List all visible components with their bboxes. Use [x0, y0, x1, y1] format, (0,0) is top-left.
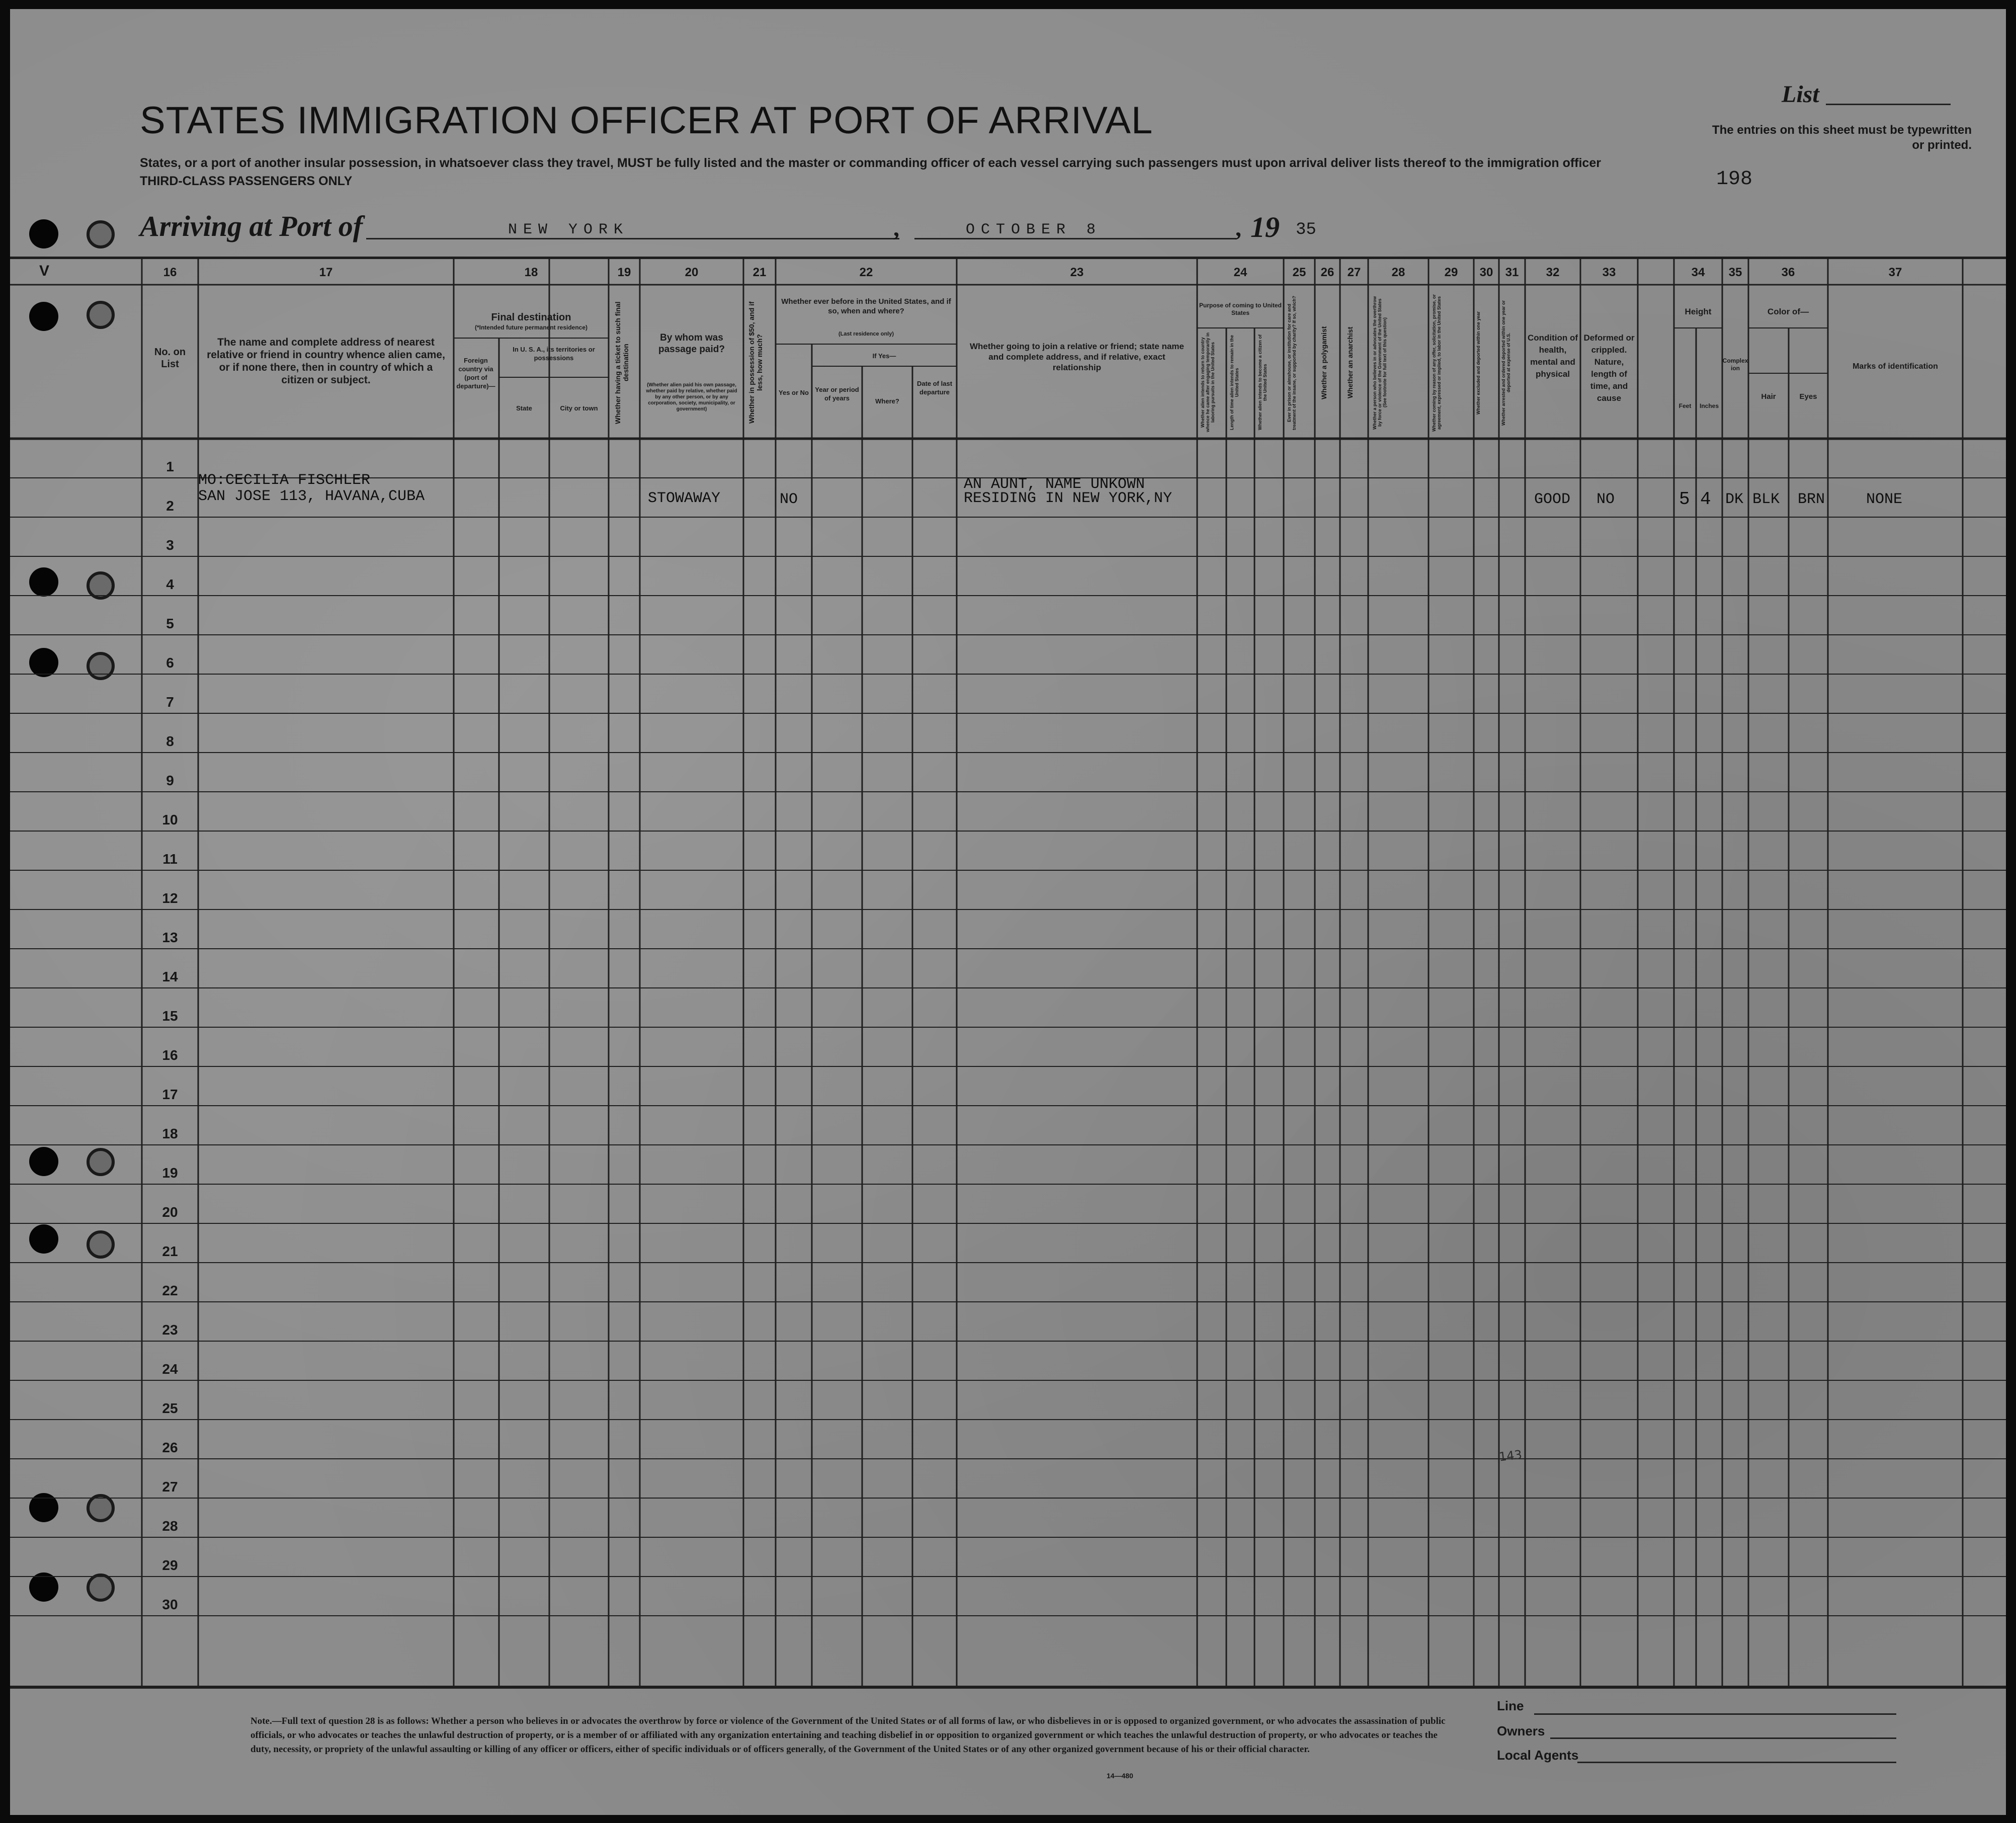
- passenger-class: THIRD-CLASS PASSENGERS ONLY: [140, 174, 353, 188]
- column-number: 24: [1233, 266, 1247, 279]
- row-number: 7: [166, 694, 174, 710]
- height-feet-value: 5: [1679, 489, 1690, 510]
- header-state: State: [516, 404, 532, 412]
- header-anarchist: Whether an anarchist: [1346, 326, 1354, 399]
- header-city-or-town: City or town: [560, 404, 598, 412]
- header-in-usa: In U. S. A., its territories or possessions: [513, 346, 595, 362]
- row-number: 12: [162, 890, 178, 906]
- row-number: 9: [166, 773, 174, 788]
- header-year-period: Year or period of years: [815, 386, 859, 402]
- header-date-last-departure: Date of last departure: [916, 380, 953, 396]
- column-number: 37: [1888, 266, 1902, 279]
- row-number: 30: [162, 1597, 178, 1612]
- header-return-intent: Whether alien intends to return to country whence he came after engaging temporarily in laboring pursuits in the United States: [1200, 332, 1215, 433]
- year-suffix: 35: [1296, 220, 1316, 239]
- arriving-at-port-label: Arriving at Port of: [140, 210, 363, 242]
- joining-relative-line1: AN AUNT, NAME UNKOWN: [964, 476, 1145, 493]
- header-eyes: Eyes: [1799, 392, 1817, 401]
- row-number: 3: [166, 537, 174, 553]
- header-before-in-us-sub: (Last residence only): [838, 331, 894, 337]
- list-number: 198: [1716, 168, 1753, 191]
- column-number: 30: [1479, 266, 1493, 279]
- row-number: 14: [162, 969, 178, 984]
- row-number: 1: [166, 459, 174, 474]
- column-number: 36: [1781, 266, 1795, 279]
- relative-address: SAN JOSE 113, HAVANA,CUBA: [198, 488, 425, 505]
- row-number: 13: [162, 930, 178, 945]
- list-label: List: [1782, 81, 1819, 108]
- height-inches-value: 4: [1700, 489, 1711, 510]
- header-yes-or-no: Yes or No: [779, 389, 809, 396]
- separator-comma: ,: [893, 215, 899, 241]
- entries-note: The entries on this sheet must be typewritten or printed.: [1712, 123, 1972, 152]
- row-number: 8: [166, 733, 174, 749]
- header-if-yes: If Yes—: [872, 352, 896, 360]
- header-final-destination-sub: (*Intended future permanent residence): [474, 324, 588, 331]
- row-number: 16: [162, 1047, 178, 1063]
- complexion-value: DK: [1725, 491, 1744, 508]
- header-prison-almshouse: Ever in prison or almshouse, or institution for care and treatment of the insane, or supported by charity? If so, which?: [1287, 295, 1297, 430]
- column-number: 16: [163, 266, 177, 279]
- row-number: 28: [162, 1518, 178, 1534]
- header-polygamist: Whether a polygamist: [1320, 326, 1328, 399]
- column-number: 23: [1070, 266, 1084, 279]
- header-fifty-dollars: Whether in possession of $50, and if less, how much?: [747, 301, 764, 424]
- row-number: 5: [166, 616, 174, 631]
- before-in-us-value: NO: [780, 491, 798, 508]
- passage-paid-value: STOWAWAY: [648, 490, 721, 507]
- row-number: 15: [162, 1008, 178, 1024]
- column-number: 25: [1292, 266, 1306, 279]
- header-height: Height: [1685, 307, 1712, 316]
- margin-check-mark: V: [39, 263, 50, 279]
- header-citizen-intent: Whether alien intends to become a citizen of the United States: [1257, 334, 1268, 431]
- immigration-manifest-sheet: [10, 9, 2006, 1815]
- deformed-value: NO: [1597, 491, 1615, 508]
- row-number: 17: [162, 1087, 178, 1102]
- eye-color-value: BRN: [1798, 491, 1825, 508]
- header-arrested-deported: Whether arrested and ordered deported within one year or deported at expense of U.S.: [1501, 300, 1511, 426]
- header-color-of: Color of—: [1767, 307, 1809, 316]
- row-number: 26: [162, 1440, 178, 1455]
- row-number: 2: [166, 498, 174, 514]
- header-passage-paid-sub: (Whether alien paid his own passage, whether paid by relative, whether paid by any other person, or by any corporation, society, municipality, or government): [646, 382, 737, 412]
- row-number: 29: [162, 1557, 178, 1573]
- header-length-of-stay: Length of time alien intends to remain in the United States: [1229, 335, 1239, 430]
- owners-label: Owners: [1497, 1723, 1545, 1738]
- separator-comma: ,: [1235, 215, 1241, 241]
- row-number: 19: [162, 1165, 178, 1181]
- row-number: 23: [162, 1322, 178, 1338]
- column-number: 32: [1546, 266, 1560, 279]
- column-number: 29: [1444, 266, 1458, 279]
- header-offer-to-labor: Whether coming by reason of any offer, solicitation, promise, or agreement, expressed or implied, to labor in the United States: [1432, 294, 1442, 432]
- header-marks-identification: Marks of identification: [1853, 362, 1938, 371]
- header-feet: Feet: [1678, 402, 1692, 409]
- punch-hole: [87, 220, 115, 248]
- header-ticket-destination: Whether having a ticket to such final destination: [614, 301, 630, 424]
- form-code: 14—480: [1107, 1772, 1133, 1780]
- list-blank-line: [1826, 104, 1951, 105]
- column-number: 17: [319, 266, 333, 279]
- column-number: 20: [685, 266, 699, 279]
- arrival-date: OCTOBER 8: [966, 221, 1102, 238]
- header-final-destination: Final destination: [491, 312, 571, 323]
- manifest-table: [10, 257, 2006, 1690]
- row-number: 4: [166, 576, 174, 592]
- header-inches: Inches: [1699, 402, 1719, 409]
- relative-name: MO:CECILIA FISCHLER: [198, 472, 371, 489]
- listing-instruction: States, or a port of another insular possession, in whatsoever class they travel, MUST be fully listed and the master or commanding officer of each vessel carrying such passengers must upon arrival deliver lists thereof to the immigration officer: [140, 156, 1601, 170]
- owners-signature-line[interactable]: [1550, 1737, 1896, 1739]
- row-number: 21: [162, 1244, 178, 1259]
- health-value: GOOD: [1534, 491, 1571, 508]
- question-28-footnote: Note.—Full text of question 28 is as follows: Whether a person who believes in or advocates the overthrow by force or violence of the Government of the United States or of all forms of law, or who disbelieves in or is opposed to organized government, or who advocates the assassination of public officials, or who advocates or teaches the unlawful destruction of property, or is a member of or affiliated with any organization entertaining and teaching disbelief in or opposition to organized government or which teaches the unlawful destruction of property, or who advocates or teaches the duty, necessity, or propriety of the unlawful assaulting or killing of any officer or officers, either of specific individuals or of officers generally, of the Government of the United States or of any other organized government because of his or their official character.: [250, 1716, 1446, 1755]
- form-title: STATES IMMIGRATION OFFICER AT PORT OF ARRIVAL: [140, 99, 1153, 142]
- header-condition-of-health: Condition of health, mental and physical: [1527, 333, 1578, 379]
- header-deformed-crippled: Deformed or crippled. Nature, length of time, and cause: [1583, 333, 1635, 403]
- line-signature-line[interactable]: [1534, 1713, 1896, 1715]
- row-number: 10: [162, 812, 178, 827]
- header-no-on-list: No. on List: [154, 347, 186, 370]
- row-number: 24: [162, 1361, 178, 1377]
- header-complexion: Complexion: [1722, 357, 1748, 372]
- column-number: 35: [1728, 266, 1742, 279]
- row-number: 11: [162, 851, 178, 867]
- joining-relative-line2: RESIDING IN NEW YORK,NY: [964, 490, 1172, 507]
- row-number: 25: [162, 1400, 178, 1416]
- header-passage-paid: By whom was passage paid?: [658, 333, 725, 355]
- hair-color-value: BLK: [1752, 491, 1780, 508]
- line-label: Line: [1497, 1698, 1524, 1713]
- identification-marks-value: NONE: [1866, 491, 1903, 508]
- column-number: 31: [1505, 266, 1519, 279]
- header-going-to-join: Whether going to join a relative or friend; state name and complete address, and if relative, exact relationship: [969, 342, 1184, 372]
- year-prefix: 19: [1250, 211, 1280, 243]
- row-number: 22: [162, 1283, 178, 1298]
- header-where: Where?: [875, 397, 899, 405]
- row-number: 6: [166, 655, 174, 671]
- column-number: 22: [859, 266, 873, 279]
- column-number: 26: [1320, 266, 1334, 279]
- row-number: 27: [162, 1479, 178, 1495]
- column-number: 34: [1691, 266, 1705, 279]
- column-number: 27: [1347, 266, 1361, 279]
- row-number: 20: [162, 1204, 178, 1220]
- column-number: 19: [617, 266, 631, 279]
- header-foreign-country: Foreign country via (port of departure)—: [456, 357, 495, 390]
- local-agents-label: Local Agents: [1497, 1748, 1579, 1763]
- column-number: 33: [1602, 266, 1616, 279]
- header-purpose-of-coming: Purpose of coming to United States: [1199, 302, 1282, 316]
- column-number: 21: [752, 266, 767, 279]
- header-hair: Hair: [1761, 392, 1776, 401]
- port-of-arrival: NEW YORK: [508, 221, 629, 238]
- column-number: 28: [1391, 266, 1405, 279]
- punch-hole: [29, 219, 58, 248]
- header-nearest-relative: The name and complete address of nearest relative or friend in country whence alien came, or if none there, then in country of which a citizen or subject.: [207, 337, 445, 386]
- port-blank-line: [366, 238, 899, 239]
- header-question-28: Whether a person who believes in or advocates the overthrow by force or violence of the Government of the United States (See footnote for full text of this question): [1372, 296, 1387, 430]
- handwritten-mark: 143: [1498, 1447, 1523, 1464]
- row-number: 18: [162, 1126, 178, 1141]
- local-agents-signature-line[interactable]: [1577, 1762, 1896, 1763]
- column-number: 18: [524, 266, 538, 279]
- header-before-in-us: Whether ever before in the United States, and if so, when and where?: [781, 297, 951, 315]
- header-excluded-deported: Whether excluded and deported within one year: [1476, 311, 1481, 415]
